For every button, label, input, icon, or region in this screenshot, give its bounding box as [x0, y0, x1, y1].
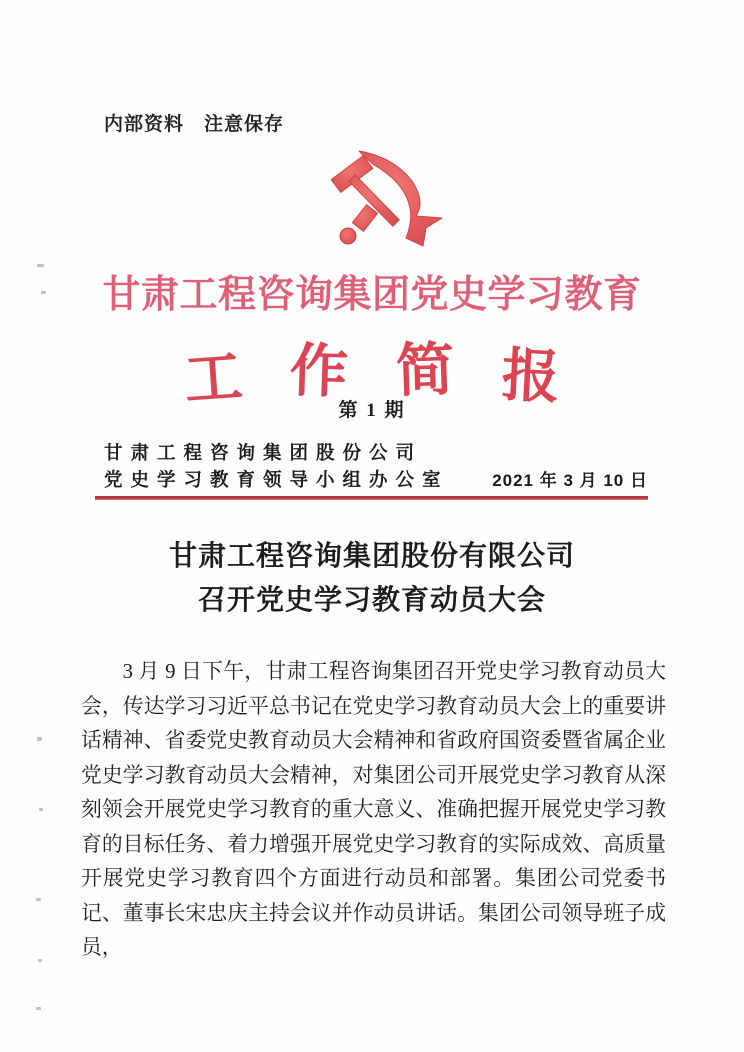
article-title-line1: 甘肃工程咨询集团股份有限公司 [168, 541, 575, 572]
bulletin-title-char: 简 [395, 337, 456, 404]
masthead-divider [95, 496, 648, 500]
issuer-org-line1: 甘肃工程咨询集团股份公司 [104, 444, 423, 464]
masthead-org-title: 甘肃工程咨询集团党史学习教育 [102, 274, 642, 316]
scan-speck [38, 959, 42, 962]
publish-date: 2021 年 3 月 10 日 [492, 471, 648, 490]
issue-number: 第 1 期 [338, 400, 406, 421]
article-title-line2: 召开党史学习教育动员大会 [197, 585, 546, 616]
scan-speck [37, 737, 42, 741]
scan-speck [37, 264, 44, 267]
classification-note: 内部资料 注意保存 [104, 114, 285, 135]
scan-speck [36, 898, 41, 901]
scan-speck [39, 808, 43, 811]
article-body-paragraph: 3 月 9 日下午，甘肃工程咨询集团召开党史学习教育动员大会，传达学习习近平总书记在党史学习教育动员大会上的重要讲话精神、省委党史教育动员大会精神和省政府国资委暨省属企业党史学习教育动员大会精神，对集团公司开展党史学习教育从深刻领会开展党史学习教育的重大意义、准确把握开展党史学习教育的目标任务、着力增强开展党史学习教育的实际成效、高质量开展党史学习教育四个方面进行动员和部署。集团公司党委书记、董事长宋忠庆主持会议并作动员讲话。集团公司领导班子成员， [81, 660, 666, 959]
issuer-org-line2: 党史学习教育领导小组办公室 [104, 471, 449, 491]
scan-speck [41, 291, 46, 294]
party-emblem-icon [322, 150, 450, 248]
bulletin-title-char: 报 [500, 342, 562, 411]
issuer-block [104, 441, 449, 495]
bulletin-title-char: 作 [288, 338, 349, 405]
scan-speck [36, 1007, 41, 1010]
bulletin-title-char: 工 [182, 344, 245, 413]
